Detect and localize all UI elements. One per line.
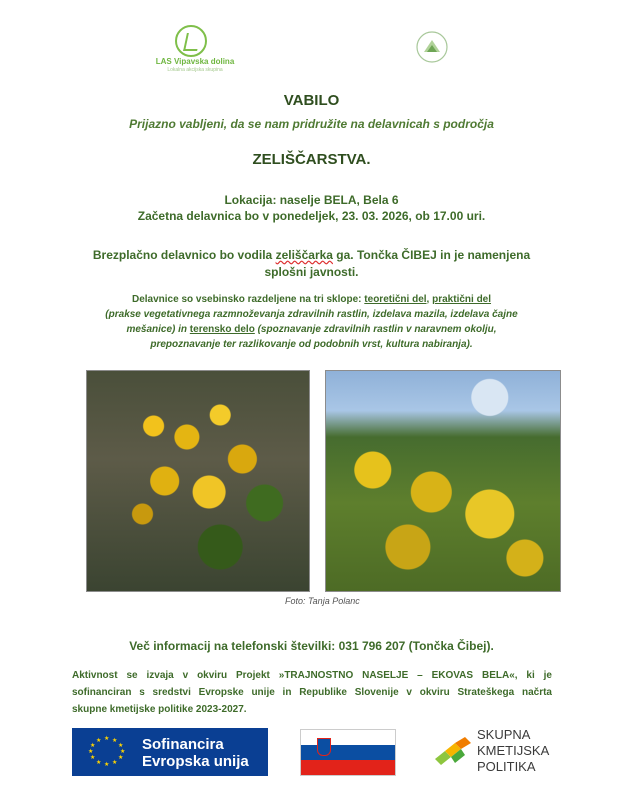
skp-line-2: KMETIJSKA xyxy=(477,743,550,758)
skp-text xyxy=(477,727,549,775)
las-logo-subtitle: Lokalna akcijska skupina xyxy=(167,67,223,73)
content-field: terensko delo xyxy=(189,324,255,335)
eu-cofunding-logo xyxy=(72,728,268,776)
eu-text-line-2: Evropska unija xyxy=(142,753,249,770)
content-theory: teoretični del xyxy=(364,294,427,305)
skupna-kmetijska-politika-logo xyxy=(433,727,573,779)
project-line-1: Aktivnost se izvaja v okviru Projekt »TRAJNOSTNO NASELJE – EKOVAS BELA«, ki je xyxy=(72,670,552,681)
eu-flag-icon: ★ ★ ★ ★ ★ ★ ★ ★ ★ ★ ★ ★ xyxy=(80,734,134,770)
content-practice: praktični del xyxy=(432,294,492,305)
content-line-3a: mešanice) in xyxy=(126,324,190,335)
content-line-2: (prakse vegetativnega razmnoževanja zdravilnih rastlin, izdelava mazila, izdelava čajne xyxy=(105,309,518,320)
las-logo-name: LAS Vipavska dolina xyxy=(155,57,235,66)
leader-text-3: splošni javnosti. xyxy=(264,265,359,279)
project-line-3: skupne kmetijske politike 2023-2027. xyxy=(72,704,247,715)
content-line-4: prepoznavanje ter razlikovanje od podobnih vrst, kultura nabiranja). xyxy=(150,339,473,350)
las-logo xyxy=(140,25,250,75)
location-line: Lokacija: naselje BELA, Bela 6 xyxy=(224,193,399,207)
slovenia-flag-icon xyxy=(300,729,396,776)
contact-line: Več informacij na telefonski številki: 031 796 207 (Tončka Čibej). xyxy=(129,639,494,653)
las-logo-icon xyxy=(175,25,207,57)
topic-title: ZELIŠČARSTVA. xyxy=(252,151,371,168)
goldenrod-photo xyxy=(86,370,310,592)
skp-line-1: SKUPNA xyxy=(477,727,531,742)
content-sep: , xyxy=(426,294,433,305)
invite-line: Prijazno vabljeni, da se nam pridružite na delavnicah s področja xyxy=(129,117,494,131)
slovenia-crest-icon xyxy=(317,738,331,756)
skp-line-3: POLITIKA xyxy=(477,759,536,774)
leader-paragraph xyxy=(60,247,563,281)
date-line: Začetna delavnica bo v ponedeljek, 23. 03. 2026, ob 17.00 uri. xyxy=(137,209,486,223)
village-logo-icon xyxy=(415,30,449,64)
eu-text-line-1: Sofinancira xyxy=(142,736,224,753)
photo-credit: Foto: Tanja Polanc xyxy=(285,596,360,606)
content-line-3b: (spoznavanje zdravilnih rastlin v naravnem okolju, xyxy=(254,324,497,335)
village-logo xyxy=(415,30,449,64)
leader-text-2: ga. Tončka ČIBEJ in je namenjena xyxy=(332,248,531,262)
page-title: VABILO xyxy=(283,92,340,109)
leader-text-1: Brezplačno delavnico bo vodila xyxy=(92,248,276,262)
content-paragraph xyxy=(40,292,583,352)
content-intro: Delavnice so vsebinsko razdeljene na tri sklope: xyxy=(131,294,365,305)
project-paragraph xyxy=(72,667,552,718)
eu-text xyxy=(142,736,267,770)
project-line-2: sofinanciran s sredstvi Evropske unije in Republike Slovenije v okviru Strateškega načrta xyxy=(72,687,552,698)
skp-logo-icon xyxy=(433,735,475,767)
st-johns-wort-photo xyxy=(325,370,561,592)
leader-word: zeliščarka xyxy=(275,248,333,262)
